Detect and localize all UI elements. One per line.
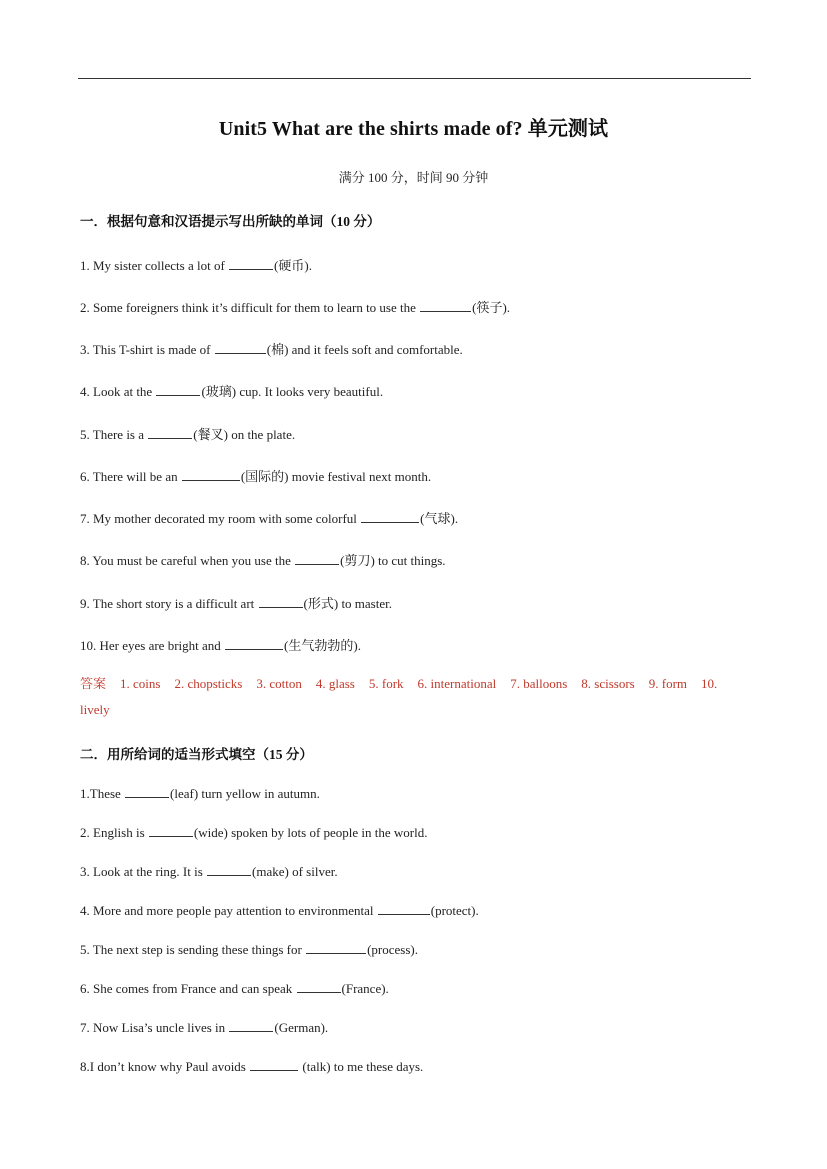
question-1-3 bbox=[80, 339, 463, 358]
question-hint: (国际的) movie festival next month. bbox=[240, 469, 432, 484]
question-hint: (France). bbox=[341, 981, 389, 996]
question-hint: (生气勃勃的). bbox=[284, 638, 361, 653]
answer-blank bbox=[215, 342, 266, 354]
question-text: 3. This T-shirt is made of bbox=[80, 342, 214, 357]
question-2-1 bbox=[80, 786, 320, 802]
answer-blank bbox=[156, 384, 200, 396]
question-2-2 bbox=[80, 825, 428, 841]
answer-blank bbox=[361, 511, 419, 523]
answer-blank bbox=[295, 553, 339, 565]
question-1-2 bbox=[80, 297, 510, 316]
question-text: 7. My mother decorated my room with some colorful bbox=[80, 511, 361, 526]
question-text: 10. Her eyes are bright and bbox=[80, 638, 225, 653]
answer-item: 3. cotton bbox=[256, 676, 302, 691]
question-2-6 bbox=[80, 981, 389, 997]
question-text: 6. She comes from France and can speak bbox=[80, 981, 296, 996]
answer-blank bbox=[225, 638, 283, 650]
question-text: 5. There is a bbox=[80, 427, 148, 442]
answer-key bbox=[80, 671, 748, 723]
question-text: 1.These bbox=[80, 786, 125, 801]
question-2-5 bbox=[80, 942, 418, 958]
question-hint: (make) of silver. bbox=[252, 864, 338, 879]
question-text: 2. Some foreigners think it’s difficult for them to learn to use the bbox=[80, 300, 420, 315]
question-1-5 bbox=[80, 424, 295, 443]
answer-item: 2. chopsticks bbox=[174, 676, 243, 691]
question-text: 7. Now Lisa’s uncle lives in bbox=[80, 1020, 229, 1035]
answer-blank bbox=[297, 981, 341, 993]
question-1-4 bbox=[80, 381, 383, 400]
answer-blank bbox=[259, 596, 303, 608]
answer-blank bbox=[125, 786, 169, 798]
question-text: 8. You must be careful when you use the bbox=[80, 553, 295, 568]
question-2-3 bbox=[80, 864, 338, 880]
question-text: 6. There will be an bbox=[80, 469, 181, 484]
answer-blank bbox=[182, 469, 240, 481]
question-hint: (leaf) turn yellow in autumn. bbox=[170, 786, 320, 801]
question-hint: (餐叉) on the plate. bbox=[193, 427, 296, 442]
section-2-heading: 二．用所给词的适当形式填空（15 分） bbox=[80, 747, 313, 762]
answer-item: 7. balloons bbox=[510, 676, 568, 691]
question-hint: (形式) to master. bbox=[303, 596, 392, 611]
answer-blank bbox=[378, 903, 430, 915]
question-text: 3. Look at the ring. It is bbox=[80, 864, 207, 879]
question-text: 5. The next step is sending these things for bbox=[80, 942, 306, 957]
question-2-8 bbox=[80, 1059, 423, 1075]
question-text: 2. English is bbox=[80, 825, 148, 840]
question-2-4 bbox=[80, 903, 479, 919]
question-1-8 bbox=[80, 550, 446, 569]
page-title: Unit5 What are the shirts made of? 单元测试 bbox=[218, 118, 609, 140]
question-text: 1. My sister collects a lot of bbox=[80, 258, 229, 273]
question-hint: (棉) and it feels soft and comfortable. bbox=[266, 342, 463, 357]
answer-blank bbox=[229, 258, 273, 270]
section-1-heading: 一．根据句意和汉语提示写出所缺的单词（10 分） bbox=[80, 214, 381, 229]
question-hint: (talk) to me these days. bbox=[299, 1059, 424, 1074]
question-hint: (wide) spoken by lots of people in the world. bbox=[193, 825, 428, 840]
question-1-10 bbox=[80, 635, 361, 654]
question-1-1 bbox=[80, 255, 312, 274]
question-2-7 bbox=[80, 1020, 328, 1036]
answer-blank bbox=[148, 427, 192, 439]
answer-item: 10. lively bbox=[80, 676, 718, 717]
answer-item: 1. coins bbox=[120, 676, 161, 691]
answer-item: 8. scissors bbox=[581, 676, 635, 691]
question-hint: (German). bbox=[274, 1020, 329, 1035]
question-1-7 bbox=[80, 508, 458, 527]
answer-item: 5. fork bbox=[368, 676, 404, 691]
question-hint: (硬币). bbox=[274, 258, 312, 273]
answer-blank bbox=[207, 864, 251, 876]
answer-item: 6. international bbox=[417, 676, 497, 691]
question-hint: (气球). bbox=[420, 511, 459, 526]
question-text: 9. The short story is a difficult art bbox=[80, 596, 258, 611]
question-hint: (筷子). bbox=[472, 300, 511, 315]
answer-blank bbox=[229, 1020, 273, 1032]
question-hint: (process). bbox=[367, 942, 418, 957]
question-1-9 bbox=[80, 593, 392, 612]
question-text: 4. More and more people pay attention to environmental bbox=[80, 903, 377, 918]
question-text: 8.I don’t know why Paul avoids bbox=[80, 1059, 250, 1074]
answer-item: 9. form bbox=[648, 676, 688, 691]
answer-blank bbox=[250, 1059, 298, 1071]
answer-blank bbox=[306, 942, 366, 954]
header-rule bbox=[78, 78, 751, 79]
answer-blank bbox=[420, 300, 471, 312]
question-hint: (protect). bbox=[430, 903, 479, 918]
question-hint: (玻璃) cup. It looks very beautiful. bbox=[201, 384, 384, 399]
question-hint: (剪刀) to cut things. bbox=[340, 553, 446, 568]
page-subtitle: 满分 100 分，时间 90 分钟 bbox=[338, 170, 489, 185]
answer-blank bbox=[149, 825, 193, 837]
question-text: 4. Look at the bbox=[80, 384, 156, 399]
question-1-6 bbox=[80, 466, 431, 485]
answer-label: 答案 bbox=[80, 676, 107, 691]
answer-item: 4. glass bbox=[315, 676, 355, 691]
